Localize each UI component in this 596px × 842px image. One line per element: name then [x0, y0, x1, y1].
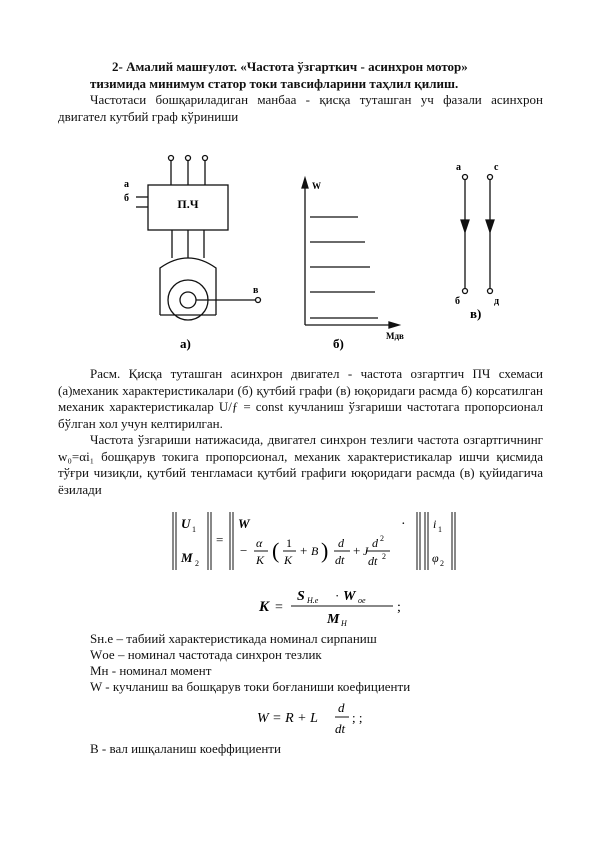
open-paren: (	[272, 538, 280, 563]
dot-entry: ·	[401, 517, 406, 532]
w-axis-label: W	[312, 181, 321, 191]
plus-sign-2: +	[353, 543, 361, 558]
equals-sign: =	[216, 532, 224, 547]
figure-diagram	[0, 140, 596, 360]
k-denominator: K	[284, 553, 293, 567]
k-symbol: K	[256, 553, 265, 567]
node-s-label: с	[494, 162, 499, 173]
m-axis-label: Мдв	[386, 331, 404, 341]
w-formula-d: d	[338, 700, 345, 715]
node-a-label: а	[456, 162, 461, 173]
k-semicolon: ;	[397, 600, 401, 615]
block-label: П.Ч	[177, 197, 199, 211]
dt2-power: 2	[382, 552, 386, 561]
dt-denominator: dt	[335, 553, 345, 567]
one-numerator: 1	[286, 536, 292, 550]
phi2-subscript: 2	[440, 559, 444, 568]
m2-symbol: M	[181, 550, 193, 565]
page-title: 2- Амалий машғулот. «Частота ўзгарткич - асинхрон мотор»	[112, 59, 468, 74]
minus-sign: −	[240, 543, 248, 558]
plus-sign: +	[300, 543, 308, 558]
w-formula-lhs: W = R + L	[257, 711, 318, 726]
u1-subscript: 1	[192, 525, 196, 534]
dot-operator: ·	[335, 588, 340, 603]
w-entry: W	[238, 516, 250, 531]
dt2-denominator: dt	[368, 554, 378, 568]
mechanical-characteristics	[302, 178, 399, 328]
w-subscript: ое	[358, 596, 366, 605]
phi2-symbol: φ	[432, 551, 439, 565]
w-formula-tail: ; ;	[352, 710, 363, 725]
definition-b: В - вал ишқаланиш коеффициенти	[90, 741, 281, 756]
k-equals: =	[275, 600, 283, 615]
definition-s: Sн.е – табиий характеристикада номинал сирпаниш	[90, 631, 377, 646]
node-d-label: д	[494, 296, 500, 307]
d2-power: 2	[380, 534, 384, 543]
m-subscript: Н	[341, 619, 347, 627]
i1-subscript: 1	[438, 525, 442, 534]
subfigure-b-label: б)	[333, 336, 344, 351]
definition-w: Wое – номинал частотада синхрон тезлик	[90, 647, 322, 662]
b-symbol: B	[311, 544, 319, 558]
j-symbol: J	[363, 544, 369, 558]
terminal-b-label: б	[124, 193, 129, 204]
polar-graph	[461, 175, 494, 294]
converter-motor-schematic	[136, 156, 261, 321]
m-symbol: M	[327, 612, 340, 627]
i1-symbol: i	[433, 517, 437, 531]
figure-caption: Расм. Қисқа туташган асинхрон двигател - частота озгартгич ПЧ схемаси (а)механик характеристикалари (б) қутбий графи (в) юқоридаги расмда б) корсатилган механик характеристикалар U/ƒ = const кучланиш ўзгариши частотага пропорсионал бўлган хол учун келтирилган.	[58, 366, 543, 431]
d2-numerator: d	[372, 536, 378, 550]
alpha-symbol: α	[256, 536, 263, 550]
d-numerator: d	[338, 536, 344, 550]
k-formula	[255, 583, 415, 627]
terminal-v-label: в	[253, 285, 259, 296]
body-paragraph: Частота ўзгариши натижасида, двигател синхрон тезлиги частота озгартгичнинг w₀=αi₁ бошқарув токига пропорсионал, механик характеристикалар ишчи қисмида тўғри чизиқли, қутбий тенгламаси қутбий графиги юқоридаги расмда (в) қуйидагича ёзилади	[58, 432, 543, 497]
w-symbol: W	[343, 589, 356, 604]
terminal-a-label: а	[124, 179, 129, 190]
subfigure-v-label: в)	[470, 306, 482, 321]
close-paren: )	[321, 538, 329, 563]
definition-w-coefficient: W - кучланиш ва бошқарув токи боғланиши коефициенти	[90, 679, 411, 694]
m2-subscript: 2	[195, 559, 199, 568]
w-formula-dt: dt	[335, 721, 346, 736]
matrix-equation	[170, 508, 460, 574]
s-symbol: S	[297, 589, 305, 604]
u1-symbol: U	[181, 516, 191, 531]
page-title-line2: тизимида минимум статор токи тавсифларини таҳлил қилиш.	[90, 76, 459, 91]
node-b-label: б	[455, 296, 460, 307]
definition-m: Мн - номинал момент	[90, 663, 212, 678]
s-subscript: Н.е	[307, 596, 319, 605]
w-formula	[255, 694, 395, 740]
k-lhs: K	[259, 599, 270, 615]
intro-paragraph: Частотаси бошқариладиган манбаа - қисқа туташган уч фазали асинхрон двигател кутбий граф кўриниши	[58, 92, 543, 124]
subfigure-a-label: а)	[180, 336, 191, 351]
